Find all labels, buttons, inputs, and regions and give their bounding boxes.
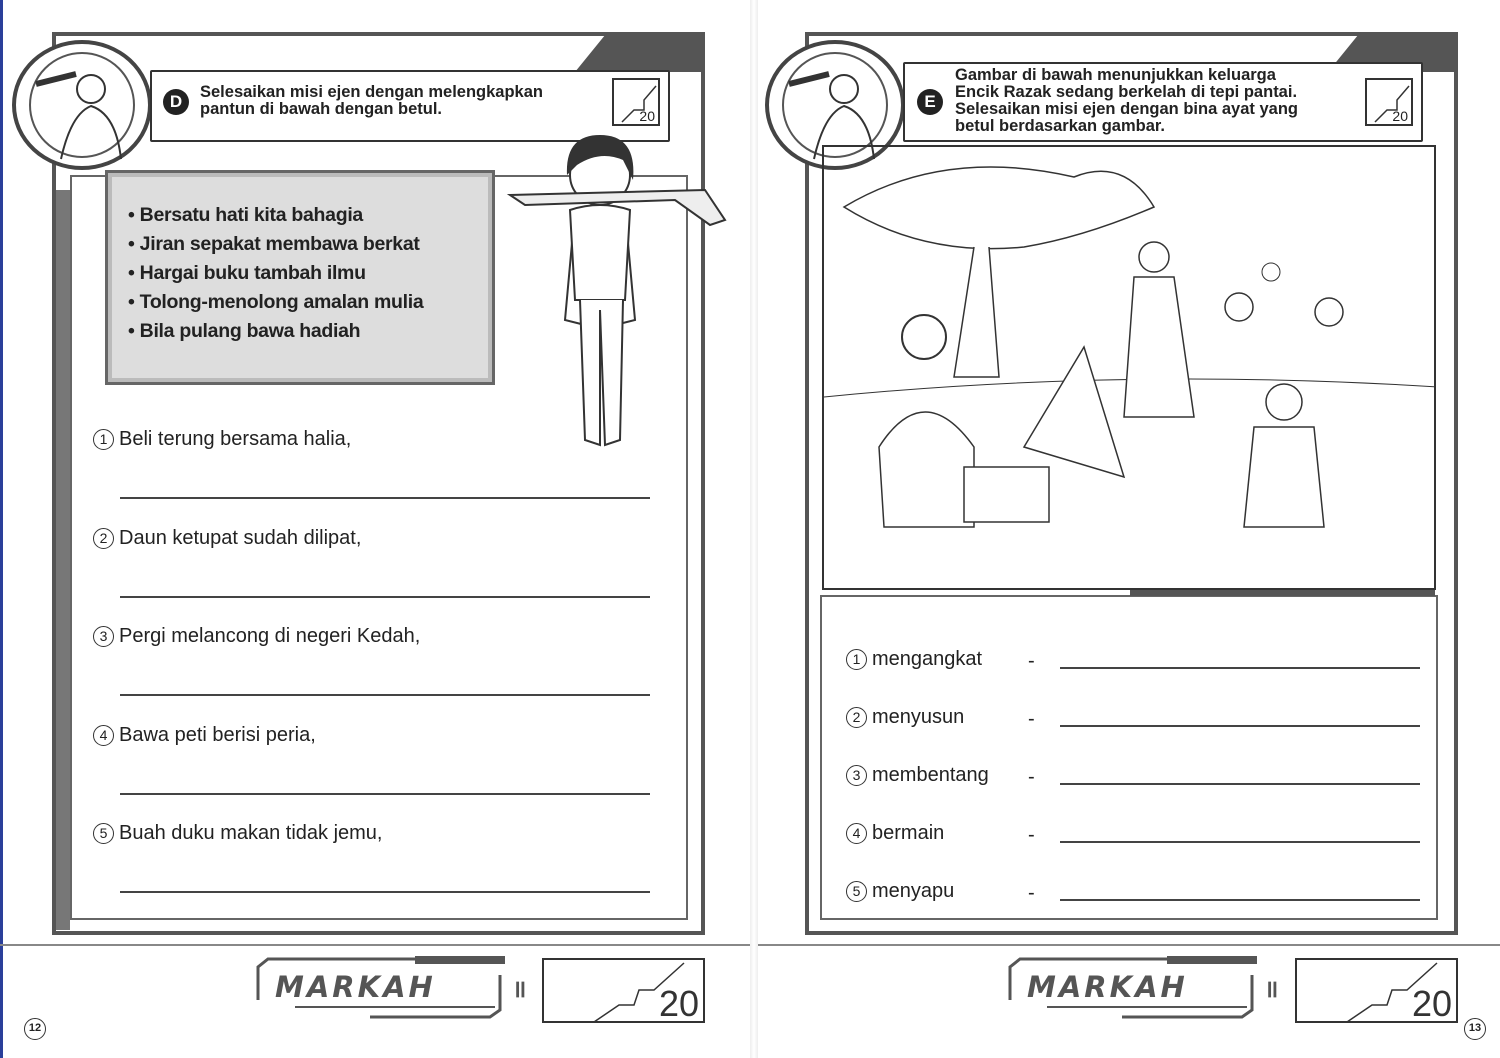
- right-inner-frame: [820, 595, 1438, 920]
- total-max-score: 20: [1411, 983, 1452, 1024]
- dash: -: [1028, 650, 1035, 672]
- item-number: 2: [846, 707, 867, 728]
- left-edge: [0, 0, 3, 1058]
- total-max-score: 20: [658, 983, 699, 1024]
- question-number: 2: [93, 528, 114, 549]
- picnic-family-illustration: [822, 145, 1436, 590]
- answer-line-5[interactable]: [1060, 899, 1420, 901]
- instruction-line: Encik Razak sedang berkelah di tepi pantai.: [955, 83, 1298, 101]
- pantun-option-text: Bila pulang bawa hadiah: [139, 320, 361, 342]
- question-text: Buah duku makan tidak jemu,: [119, 822, 383, 844]
- instruction-text: Selesaikan misi ejen dengan melengkapkan pantun di bawah dengan betul.: [200, 83, 543, 118]
- section-score-box: [1365, 78, 1413, 126]
- left-frame-side-bar: [56, 190, 70, 930]
- item-number: 5: [846, 881, 867, 902]
- equals-sign: ॥: [512, 976, 527, 1003]
- footer-rule-right: [758, 944, 1500, 946]
- instruction-line: Selesaikan misi ejen dengan bina ayat yang: [955, 100, 1298, 118]
- answer-line-3[interactable]: [1060, 783, 1420, 785]
- dash: -: [1028, 882, 1035, 904]
- question-number: 4: [93, 725, 114, 746]
- item-4: [846, 822, 944, 845]
- pantun-option: • Jiran sepakat membawa berkat: [128, 233, 420, 255]
- question-2: [93, 527, 361, 550]
- page-number: 12: [24, 1018, 46, 1040]
- pantun-option-text: Jiran sepakat membawa berkat: [139, 233, 420, 255]
- item-number: 1: [846, 649, 867, 670]
- item-3: [846, 764, 989, 787]
- question-1: [93, 428, 351, 451]
- section-letter-badge: E: [917, 89, 943, 115]
- question-text: Beli terung bersama halia,: [119, 428, 352, 450]
- dash: -: [1028, 708, 1035, 730]
- instruction-text: [955, 67, 1355, 135]
- dash: -: [1028, 824, 1035, 846]
- item-word: mengangkat: [872, 648, 983, 670]
- answer-line-4[interactable]: [120, 793, 650, 795]
- pantun-option-text: Bersatu hati kita bahagia: [139, 204, 363, 226]
- pantun-option: • Tolong-menolong amalan mulia: [128, 291, 424, 313]
- answer-line-3[interactable]: [120, 694, 650, 696]
- item-word: menyusun: [872, 706, 965, 728]
- pantun-options-box: [105, 170, 495, 385]
- answer-line-1[interactable]: [1060, 667, 1420, 669]
- item-1: [846, 648, 982, 671]
- question-5: [93, 822, 383, 845]
- answer-line-2[interactable]: [1060, 725, 1420, 727]
- answer-line-2[interactable]: [120, 596, 650, 598]
- question-4: [93, 724, 316, 747]
- answer-line-4[interactable]: [1060, 841, 1420, 843]
- dash: -: [1028, 766, 1035, 788]
- answer-line-1[interactable]: [120, 497, 650, 499]
- question-text: Pergi melancong di negeri Kedah,: [119, 625, 421, 647]
- page-gutter: [750, 0, 758, 1058]
- markah-label-box: [1002, 955, 1257, 1021]
- question-text: Daun ketupat sudah dilipat,: [119, 527, 362, 549]
- max-score: 20: [639, 108, 655, 124]
- pantun-option-text: Hargai buku tambah ilmu: [139, 262, 366, 284]
- section-letter-badge: D: [163, 89, 189, 115]
- pantun-option: • Bila pulang bawa hadiah: [128, 320, 361, 342]
- item-2: [846, 706, 964, 729]
- pantun-option: • Hargai buku tambah ilmu: [128, 262, 366, 284]
- agent-emblem: [12, 40, 152, 170]
- item-word: bermain: [872, 822, 945, 844]
- question-number: 5: [93, 823, 114, 844]
- markah-label: MARKAH: [275, 970, 436, 1004]
- max-score: 20: [1392, 108, 1408, 124]
- question-text: Bawa peti berisi peria,: [119, 724, 316, 746]
- equals-sign: ॥: [1264, 976, 1279, 1003]
- markah-label-box: [250, 955, 505, 1021]
- instruction-line: betul berdasarkan gambar.: [955, 117, 1165, 135]
- question-number: 3: [93, 626, 114, 647]
- agent-saluting-icon: [16, 44, 148, 166]
- picture-divider-bar: [1130, 590, 1435, 596]
- instruction-line: Gambar di bawah menunjukkan keluarga: [955, 66, 1276, 84]
- question-3: [93, 625, 420, 648]
- item-word: menyapu: [872, 880, 955, 902]
- item-word: membentang: [872, 764, 989, 786]
- total-score-box[interactable]: [542, 958, 705, 1023]
- section-score-box: [612, 78, 660, 126]
- item-5: [846, 880, 954, 903]
- markah-label: MARKAH: [1027, 970, 1188, 1004]
- pantun-option-text: Tolong-menolong amalan mulia: [139, 291, 424, 313]
- pantun-option: • Bersatu hati kita bahagia: [128, 204, 363, 226]
- question-number: 1: [93, 429, 114, 450]
- footer-rule-left: [0, 944, 750, 946]
- total-score-box[interactable]: [1295, 958, 1458, 1023]
- item-number: 3: [846, 765, 867, 786]
- answer-line-5[interactable]: [120, 891, 650, 893]
- page-number: 13: [1464, 1018, 1486, 1040]
- item-number: 4: [846, 823, 867, 844]
- agent-girl-illustration: [505, 120, 730, 460]
